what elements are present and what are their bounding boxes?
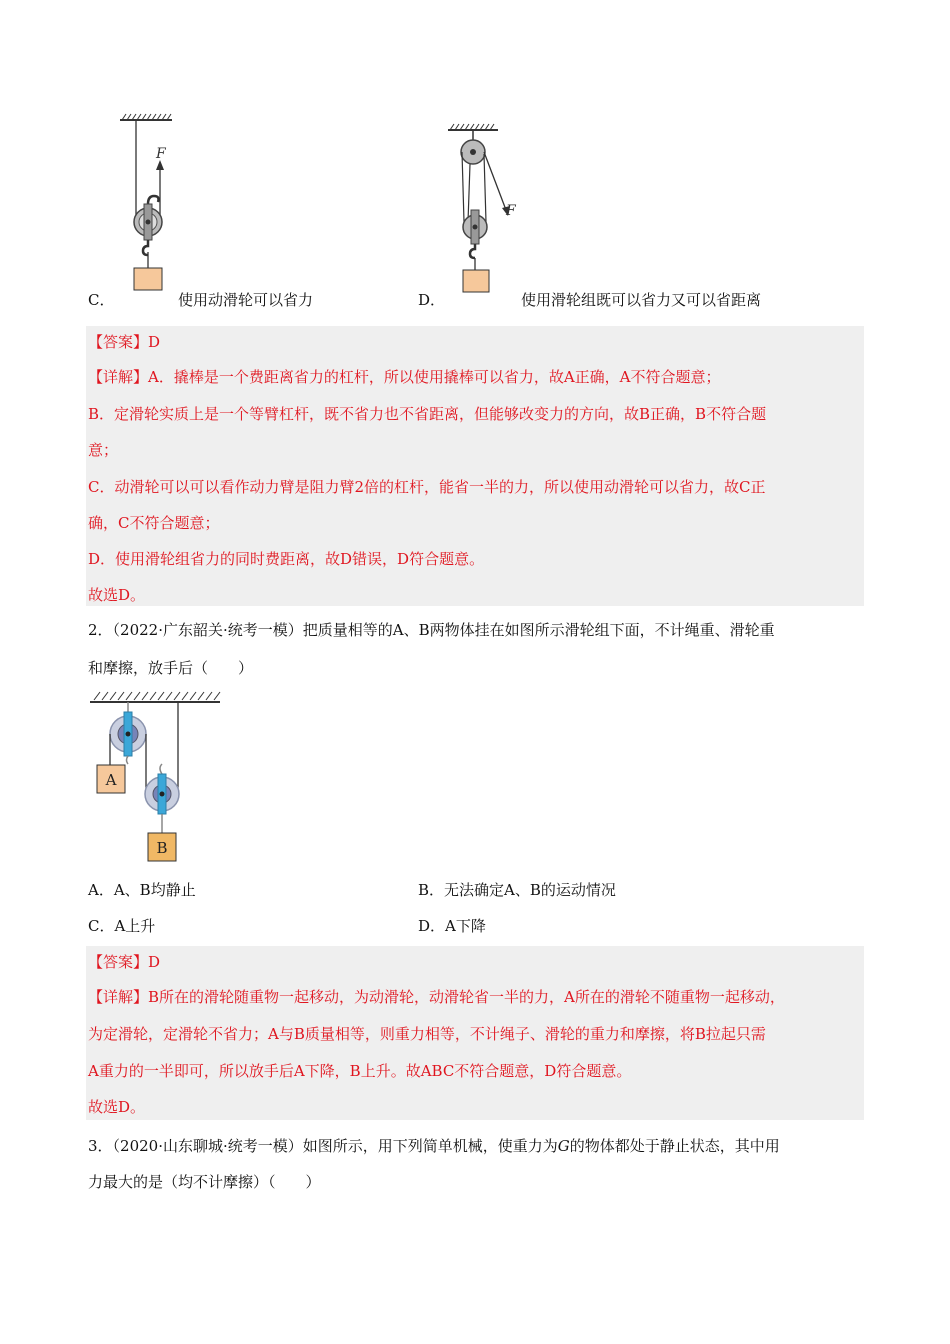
answer-tag: 【答案】	[88, 333, 149, 351]
q2-option-b: B．无法确定A、B的运动情况	[418, 881, 616, 899]
option-d-letter: D．	[418, 291, 446, 309]
block-b-label: B	[156, 839, 168, 857]
detail-tag: 【详解】	[88, 368, 149, 386]
detail-text: A．撬棒是一个费距离省力的杠杆，所以使用撬棒可以省力，故A正确，A不符合题意；	[148, 368, 721, 386]
option-c-letter: C．	[88, 291, 115, 309]
q3-stem-pre: 3．（2020·山东聊城·统考一模）如图所示，用下列简单机械，使重力为	[88, 1137, 558, 1155]
q2-option-c: C．A上升	[88, 917, 156, 935]
q2-detail-line1	[88, 987, 785, 1007]
force-label-d: F	[506, 203, 516, 219]
q1-detail-line5: 确，C不符合题意；	[88, 514, 220, 532]
q3-stem-var: G	[557, 1137, 570, 1155]
option-c-text: 使用动滑轮可以省力	[178, 291, 314, 309]
q2-stem-line1: 2．（2022·广东韶关·统考一模）把质量相等的A、B两物体挂在如图所示滑轮组下面，不计绳重、滑轮重	[88, 621, 775, 639]
q1-detail-line4: C．动滑轮可以可以看作动力臂是阻力臂2倍的杠杆，能省一半的力，所以使用动滑轮可以省力，故C正	[88, 478, 766, 496]
block-a-label: A	[105, 771, 117, 789]
q2-detail-line2: 为定滑轮，定滑轮不省力；A与B质量相等，则重力相等，不计绳子、滑轮的重力和摩擦，将B拉起只需	[88, 1025, 766, 1043]
figure-c-movable-pulley	[110, 112, 205, 297]
figure-d-pulley-block	[440, 122, 530, 297]
detail-tag: 【详解】	[88, 988, 149, 1006]
q1-detail-line1	[88, 367, 721, 387]
q2-detail-line3: A重力的一半即可，所以放手后A下降，B上升。故ABC不符合题意，D符合题意。	[88, 1062, 632, 1080]
q1-answer-line	[88, 332, 160, 352]
figure-q2-pulleys	[88, 690, 228, 865]
q3-stem-line1	[88, 1136, 780, 1156]
q1-detail-line2: B．定滑轮实质上是一个等臂杠杆，既不省力也不省距离，但能够改变力的方向，故B正确，B不符合题	[88, 405, 767, 423]
answer-value: D	[148, 953, 161, 971]
answer-value: D	[148, 333, 161, 351]
q2-option-a: A．A、B均静止	[88, 881, 196, 899]
option-d-text: 使用滑轮组既可以省力又可以省距离	[521, 291, 762, 309]
q1-detail-line6: D．使用滑轮组省力的同时费距离，故D错误，D符合题意。	[88, 550, 485, 568]
q1-detail-line3: 意；	[88, 441, 119, 459]
answer-tag: 【答案】	[88, 953, 149, 971]
q2-option-d: D．A下降	[418, 917, 486, 935]
q2-detail-line4: 故选D。	[88, 1098, 146, 1116]
detail-text: B所在的滑轮随重物一起移动，为动滑轮，动滑轮省一半的力，A所在的滑轮不随重物一起移动，	[148, 988, 785, 1006]
q1-detail-line7: 故选D。	[88, 586, 146, 604]
q2-answer-line	[88, 952, 160, 972]
q2-stem-line2: 和摩擦，放手后（ ）	[88, 659, 254, 677]
force-label-c: F	[156, 146, 166, 162]
q3-stem-line2: 力最大的是（均不计摩擦）（ ）	[88, 1173, 321, 1191]
q3-stem-post: 的物体都处于静止状态，其中用	[569, 1137, 780, 1155]
